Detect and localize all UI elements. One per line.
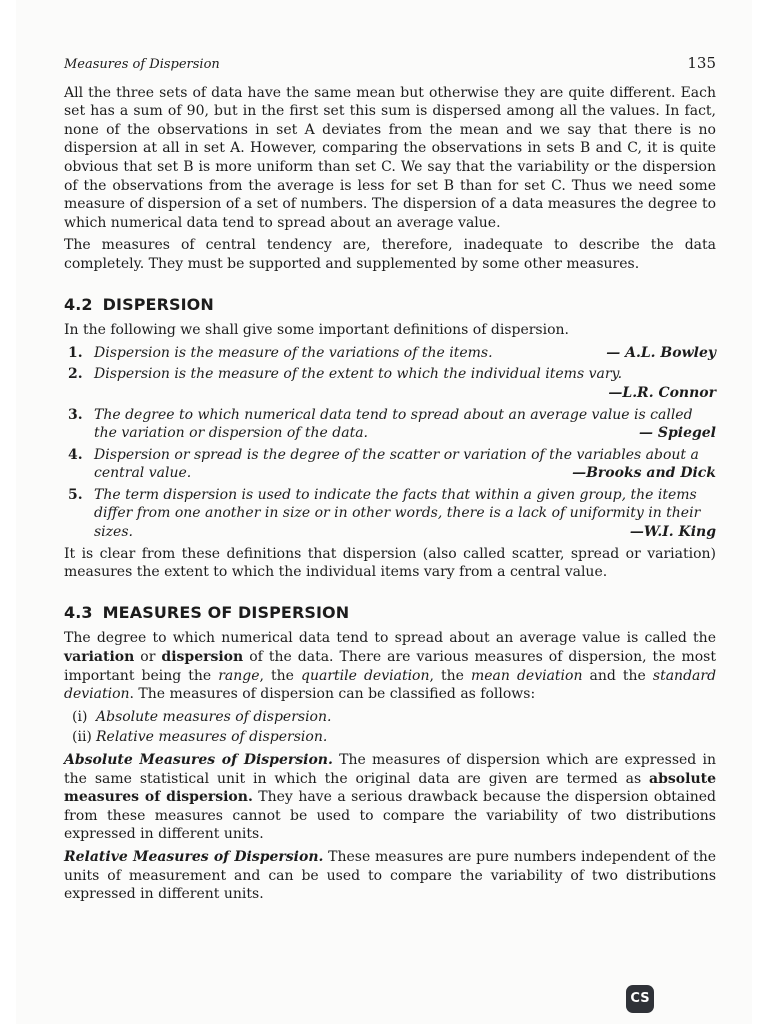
measures-intro-paragraph <box>64 629 716 703</box>
definition-text: The degree to which numerical data tend to spread about an average value is called the variation or dispersion of the data. <box>94 406 693 442</box>
definitions-list <box>64 344 716 542</box>
definition-number: 4. <box>68 446 83 463</box>
relative-measures-paragraph <box>64 848 716 904</box>
page-header <box>64 54 716 75</box>
definition-number: 3. <box>68 406 83 423</box>
definitions-conclusion: It is clear from these definitions that dispersion (also called scatter, spread or variation) measures the extent to which the individual items vary from a central value. <box>64 545 716 581</box>
definitions-lead: In the following we shall give some important definitions of dispersion. <box>64 322 569 339</box>
definition-text: Dispersion or spread is the degree of the scatter or variation of the variables about a central value. <box>94 446 699 482</box>
definition-author: —L.R. Connor <box>608 384 716 401</box>
term-range: range <box>218 667 260 684</box>
text-run: , the <box>259 667 302 684</box>
definition-author: — A.L. Bowley <box>606 344 716 361</box>
definition-number: 1. <box>68 344 83 361</box>
item-text: Absolute measures of dispersion. <box>96 708 332 725</box>
definition-number: 5. <box>68 486 83 503</box>
definition-item <box>64 344 716 363</box>
definition-author: — Spiegel <box>638 425 716 442</box>
text-run: These measures are pure numbers independent of the units of measurement and can be used to compare the variability of two distributions expressed in different units. <box>64 848 716 903</box>
text-run: The measures of dispersion which are expressed in the same statistical unit in which the original data are given are termed as <box>64 752 716 787</box>
relative-measures-heading: Relative Measures of Dispersion. <box>64 848 324 865</box>
item-marker: (ii) <box>72 729 92 746</box>
section-heading-4-3 <box>64 604 716 623</box>
term-mean-deviation: mean deviation <box>470 667 583 684</box>
camscanner-badge-icon: CS <box>626 985 654 1013</box>
section-number: 4.3 <box>64 602 93 622</box>
section-heading-4-2 <box>64 296 716 315</box>
text-run: , the <box>429 667 471 684</box>
definition-item <box>64 365 716 402</box>
definition-item <box>64 406 716 443</box>
definition-text: Dispersion is the measure of the extent to which the individual items vary. <box>94 366 623 383</box>
definition-author: —W.I. King <box>629 524 716 541</box>
classification-item <box>72 728 716 747</box>
absolute-measures-paragraph <box>64 751 716 844</box>
text-run: or <box>134 649 162 666</box>
section-title: MEASURES OF DISPERSION <box>102 602 350 622</box>
absolute-measures-heading: Absolute Measures of Dispersion. <box>64 752 333 768</box>
page-number: 135 <box>687 54 716 72</box>
running-title: Measures of Dispersion <box>64 57 220 72</box>
definition-number: 2. <box>68 366 83 383</box>
classification-list <box>64 708 716 747</box>
intro-paragraph-2: The measures of central tendency are, therefore, inadequate to describe the data completely. They must be supported and supplemented by some other measures. <box>64 237 716 272</box>
section-title: DISPERSION <box>102 294 214 314</box>
item-marker: (i) <box>72 708 88 725</box>
term-variation: variation <box>64 649 135 666</box>
text-run: They have a serious drawback because the dispersion obtained from these measures cannot be used to compare the variability of two distributions expressed in different units. <box>64 789 717 843</box>
section-number: 4.2 <box>64 294 93 314</box>
text-run: . The measures of dispersion can be classified as follows: <box>129 686 536 703</box>
text-run: and the <box>582 667 653 684</box>
page-content <box>64 54 716 908</box>
item-text: Relative measures of dispersion. <box>96 729 328 746</box>
term-dispersion: dispersion <box>161 649 244 666</box>
classification-item <box>72 708 716 727</box>
term-absolute-measures: absolute measures of dispersion. <box>64 770 716 806</box>
text-run: The degree to which numerical data tend to spread about an average value is called the <box>64 630 716 647</box>
definition-author: —Brooks and Dick <box>572 465 716 482</box>
intro-paragraph-1: All the three sets of data have the same mean but otherwise they are quite different. Each set has a sum of 90, but in the first set this sum is dispersed among all the values. In fact, none of the observations in set A deviates from the mean and we say that there is no dispersion at all in set A. However, comparing the observations in sets B and C, it is quite obvious that set B is more uniform than set C. We say that the variability or the dispersion of the observations from the average is less for set B than for set C. Thus we need some measure of dispersion of a set of numbers. The dispersion of a data measures the degree to which numerical data tend to spread about an average value. <box>64 84 716 231</box>
definition-item <box>64 486 716 542</box>
definition-text: Dispersion is the measure of the variations of the items. <box>94 344 493 361</box>
text-run: of the data. There are various measures of dispersion, the most important being the <box>64 649 716 684</box>
book-page <box>16 0 752 1024</box>
term-standard-deviation: standard deviation <box>64 667 717 703</box>
term-quartile-deviation: quartile deviation <box>301 667 430 684</box>
definition-item <box>64 446 716 483</box>
definition-text: The term dispersion is used to indicate the facts that within a given group, the items differ from one another in size or in other words, there is a lack of uniformity in their sizes. <box>94 486 701 541</box>
